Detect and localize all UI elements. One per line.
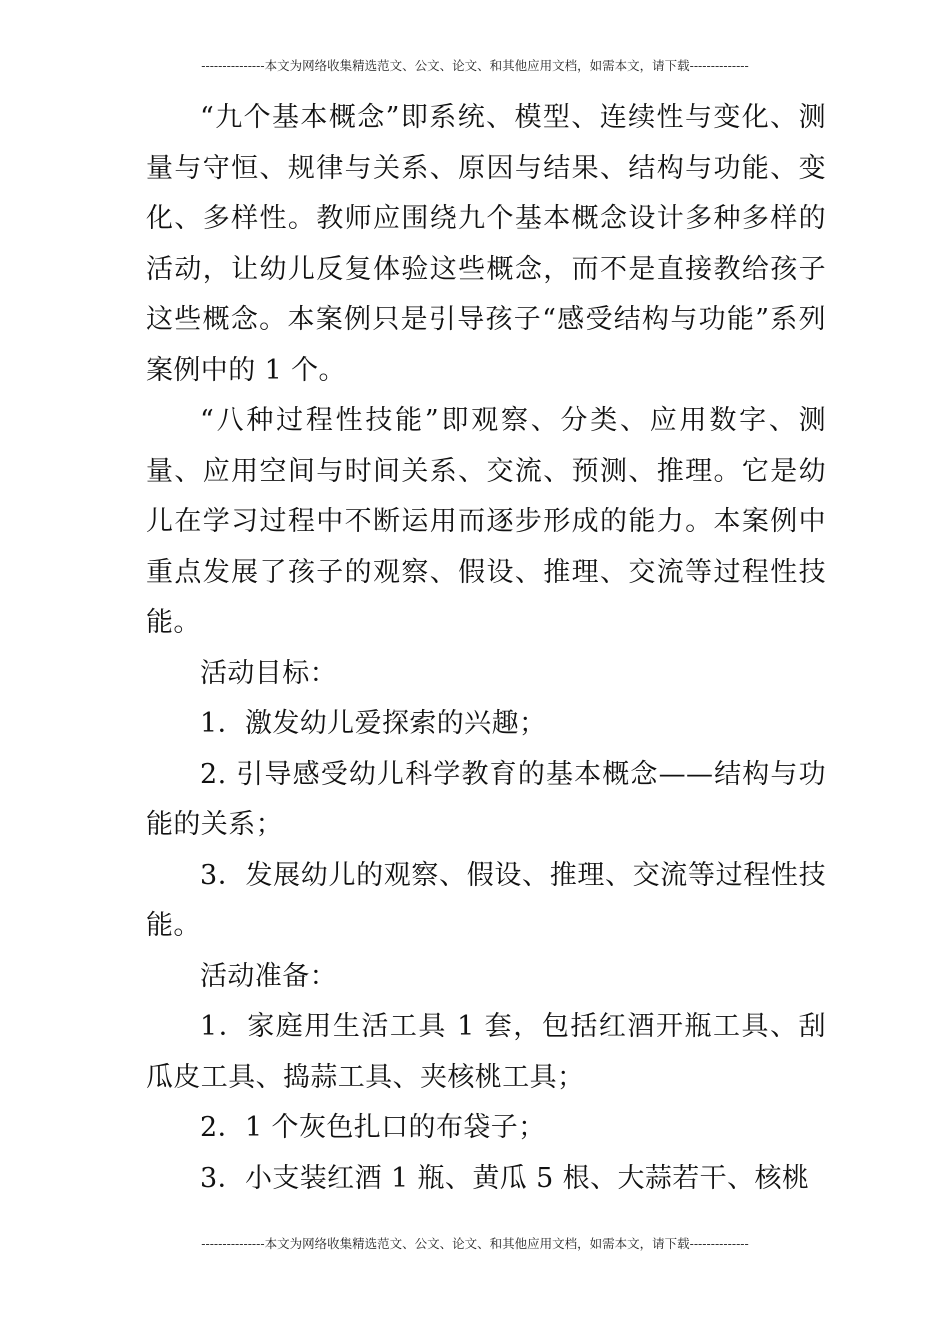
preparation-item-1: 1．家庭用生活工具 1 套，包括红酒开瓶工具、刮瓜皮工具、捣蒜工具、夹核桃工具；	[146, 1011, 826, 1093]
preparation-item-3: 3．小支装红酒 1 瓶、黄瓜 5 根、大蒜若干、核桃	[200, 1162, 810, 1194]
paragraph-eight-skills: “八种过程性技能”即观察、分类、应用数字、测量、应用空间与时间关系、交流、预测、推理。它是幼儿在学习过程中不断运用而逐步形成的能力。本案例中重点发展了孩子的观察、假设、推理、交流等过程性技能。	[146, 405, 826, 638]
goal-item-2: 2. 引导感受幼儿科学教育的基本概念——结构与功能的关系；	[146, 758, 826, 840]
document-body	[146, 93, 826, 1204]
heading-activity-preparation: 活动准备：	[200, 960, 337, 992]
page-header: ---------------本文为网络收集精选范文、公文、论文、和其他应用文档，如需本文，请下载--------------	[201, 58, 749, 73]
paragraph-nine-concepts: “九个基本概念”即系统、模型、连续性与变化、测量与守恒、规律与关系、原因与结果、结构与功能、变化、多样性。教师应围绕九个基本概念设计多种多样的活动，让幼儿反复体验这些概念，而不是直接教给孩子这些概念。本案例只是引导孩子“感受结构与功能”系列案例中的 1 个。	[146, 102, 826, 386]
goal-item-3: 3．发展幼儿的观察、假设、推理、交流等过程性技能。	[146, 859, 826, 941]
heading-activity-goals: 活动目标：	[200, 657, 337, 689]
preparation-item-2: 2．1 个灰色扎口的布袋子；	[200, 1112, 546, 1143]
page-footer: ---------------本文为网络收集精选范文、公文、论文、和其他应用文档，如需本文，请下载--------------	[201, 1236, 749, 1251]
goal-item-1: 1．激发幼儿爱探索的兴趣；	[200, 708, 547, 739]
